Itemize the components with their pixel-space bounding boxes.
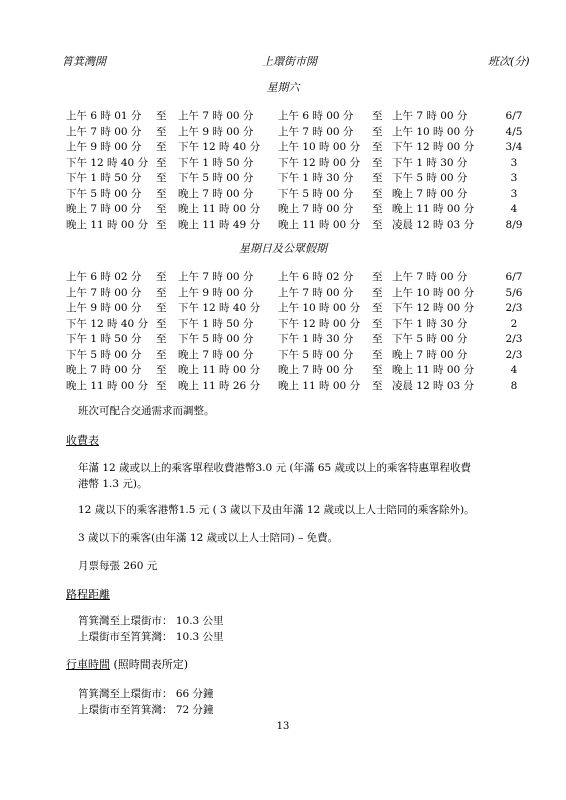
header-origin-shau-kei-wan: 筲箕灣開 bbox=[62, 55, 106, 68]
cell-sheung-wan-start: 上午 7 時 00 分 bbox=[278, 125, 354, 138]
saturday-title: 星期六 bbox=[266, 81, 300, 94]
cell-from-end: 晚上 7 時 00 分 bbox=[178, 348, 254, 361]
cell-sheung-wan-end: 晚上 7 時 00 分 bbox=[392, 348, 468, 361]
cell-from-start: 下午 5 時 00 分 bbox=[66, 348, 142, 361]
page-number: 13 bbox=[276, 721, 290, 732]
cell-frequency: 8/9 bbox=[505, 218, 523, 231]
cell-frequency: 6/7 bbox=[505, 271, 523, 283]
cell-frequency: 4 bbox=[510, 203, 518, 215]
cell-frequency: 4/5 bbox=[505, 125, 523, 138]
cell-from-start: 晚上 7 時 00 分 bbox=[66, 364, 142, 376]
cell-from-start: 上午 6 時 01 分 bbox=[66, 110, 142, 122]
cell-sheung-wan-start: 上午 6 時 00 分 bbox=[278, 110, 354, 122]
table-row bbox=[66, 303, 536, 317]
cell-to-sep-1: 至 bbox=[156, 218, 167, 231]
cell-to-sep-2: 至 bbox=[372, 271, 383, 283]
cell-from-start: 下午 5 時 00 分 bbox=[66, 187, 142, 200]
table-row bbox=[66, 319, 536, 333]
cell-frequency: 4 bbox=[510, 364, 518, 376]
journey-heading-wrap bbox=[66, 659, 188, 670]
cell-to-sep-2: 至 bbox=[372, 156, 383, 169]
cell-sheung-wan-end: 上午 7 時 00 分 bbox=[392, 271, 468, 283]
cell-to-sep-2: 至 bbox=[372, 379, 383, 392]
cell-frequency: 8 bbox=[510, 379, 518, 392]
table-row bbox=[66, 272, 536, 286]
table-row bbox=[66, 173, 536, 187]
table-row bbox=[66, 381, 536, 395]
cell-sheung-wan-start: 晚上 11 時 00 分 bbox=[278, 379, 361, 392]
cell-from-end: 晚上 11 時 26 分 bbox=[178, 379, 261, 392]
cell-to-sep-1: 至 bbox=[156, 379, 167, 392]
cell-to-sep-2: 至 bbox=[372, 172, 383, 184]
cell-sheung-wan-end: 晚上 11 時 00 分 bbox=[392, 203, 475, 215]
cell-from-start: 上午 6 時 02 分 bbox=[66, 271, 142, 283]
cell-sheung-wan-start: 上午 10 時 00 分 bbox=[278, 302, 361, 314]
cell-to-sep-2: 至 bbox=[372, 218, 383, 231]
table-row bbox=[66, 288, 536, 302]
cell-sheung-wan-end: 下午 12 時 00 分 bbox=[392, 302, 475, 314]
journey-line1: 筲箕灣至上環街市： 66 分鐘 bbox=[78, 688, 214, 700]
cell-sheung-wan-start: 下午 5 時 00 分 bbox=[278, 187, 354, 200]
cell-sheung-wan-start: 晚上 7 時 00 分 bbox=[278, 364, 354, 376]
fare-infant: 3 歲以下的乘客(由年滿 12 歲或以上人士陪同) – 免費。 bbox=[78, 532, 339, 544]
cell-sheung-wan-start: 晚上 7 時 00 分 bbox=[278, 203, 354, 215]
cell-sheung-wan-end: 晚上 11 時 00 分 bbox=[392, 364, 475, 376]
cell-to-sep-1: 至 bbox=[156, 333, 167, 345]
cell-to-sep-2: 至 bbox=[372, 348, 383, 361]
cell-from-start: 上午 7 時 00 分 bbox=[66, 286, 142, 299]
table-row bbox=[66, 334, 536, 348]
cell-from-start: 下午 12 時 40 分 bbox=[66, 156, 149, 169]
header-frequency: 班次(分) bbox=[488, 55, 530, 68]
cell-to-sep-1: 至 bbox=[156, 187, 167, 200]
cell-from-start: 晚上 11 時 00 分 bbox=[66, 379, 149, 392]
journey-heading: 行車時間 bbox=[66, 658, 110, 671]
cell-sheung-wan-end: 上午 7 時 00 分 bbox=[392, 110, 468, 122]
cell-from-end: 下午 5 時 00 分 bbox=[178, 172, 254, 184]
fare-child: 12 歲以下的乘客港幣1.5 元 ( 3 歲以下及由年滿 12 歲或以上人士陪同的乘客除外)。 bbox=[78, 504, 475, 516]
cell-from-end: 晚上 7 時 00 分 bbox=[178, 187, 254, 200]
cell-frequency: 2/3 bbox=[505, 348, 523, 361]
cell-to-sep-2: 至 bbox=[372, 125, 383, 138]
distance-heading: 路程距離 bbox=[66, 588, 110, 601]
cell-from-end: 上午 7 時 00 分 bbox=[178, 110, 254, 122]
cell-to-sep-2: 至 bbox=[372, 364, 383, 376]
cell-to-sep-1: 至 bbox=[156, 110, 167, 122]
cell-from-end: 上午 9 時 00 分 bbox=[178, 125, 254, 138]
cell-frequency: 3/4 bbox=[505, 141, 523, 153]
cell-from-end: 下午 1 時 50 分 bbox=[178, 156, 254, 169]
cell-sheung-wan-start: 上午 7 時 00 分 bbox=[278, 286, 354, 299]
cell-to-sep-2: 至 bbox=[372, 141, 383, 153]
frequency-adjust-note: 班次可配合交通需求而調整。 bbox=[78, 405, 215, 417]
cell-to-sep-1: 至 bbox=[156, 286, 167, 299]
table-row bbox=[66, 142, 536, 156]
cell-to-sep-2: 至 bbox=[372, 317, 383, 330]
cell-to-sep-1: 至 bbox=[156, 317, 167, 330]
table-row bbox=[66, 204, 536, 218]
cell-from-end: 晚上 11 時 49 分 bbox=[178, 218, 261, 231]
cell-to-sep-1: 至 bbox=[156, 156, 167, 169]
journey-heading-note: (照時間表所定) bbox=[110, 658, 189, 671]
cell-to-sep-1: 至 bbox=[156, 364, 167, 376]
cell-to-sep-2: 至 bbox=[372, 110, 383, 122]
cell-from-start: 晚上 7 時 00 分 bbox=[66, 203, 142, 215]
table-row bbox=[66, 127, 536, 141]
cell-to-sep-1: 至 bbox=[156, 203, 167, 215]
cell-to-sep-2: 至 bbox=[372, 203, 383, 215]
cell-sheung-wan-end: 晚上 7 時 00 分 bbox=[392, 187, 468, 200]
cell-from-start: 上午 9 時 00 分 bbox=[66, 141, 142, 153]
cell-to-sep-2: 至 bbox=[372, 286, 383, 299]
cell-frequency: 2/3 bbox=[505, 302, 523, 314]
fare-adult-line1: 年滿 12 歲或以上的乘客單程收費港幣3.0 元 (年滿 65 歲或以上的乘客特惠單程收費 bbox=[78, 462, 472, 474]
cell-to-sep-1: 至 bbox=[156, 141, 167, 153]
cell-from-start: 下午 12 時 40 分 bbox=[66, 317, 149, 330]
cell-from-end: 上午 7 時 00 分 bbox=[178, 271, 254, 283]
cell-sheung-wan-end: 凌晨 12 時 03 分 bbox=[392, 379, 475, 392]
cell-sheung-wan-end: 下午 12 時 00 分 bbox=[392, 141, 475, 153]
cell-from-end: 下午 12 時 40 分 bbox=[178, 141, 261, 153]
fare-adult-line2: 港幣 1.3 元)。 bbox=[78, 478, 148, 490]
table-row bbox=[66, 158, 536, 172]
fares-heading: 收費表 bbox=[66, 434, 99, 447]
cell-frequency: 2 bbox=[510, 317, 518, 330]
cell-to-sep-1: 至 bbox=[156, 125, 167, 138]
cell-sheung-wan-end: 上午 10 時 00 分 bbox=[392, 286, 475, 299]
cell-sheung-wan-end: 下午 1 時 30 分 bbox=[392, 156, 468, 169]
cell-from-end: 晚上 11 時 00 分 bbox=[178, 364, 261, 376]
cell-to-sep-1: 至 bbox=[156, 172, 167, 184]
cell-frequency: 5/6 bbox=[505, 286, 523, 299]
sunday-title: 星期日及公眾假期 bbox=[239, 242, 327, 255]
cell-to-sep-1: 至 bbox=[156, 348, 167, 361]
cell-sheung-wan-end: 下午 5 時 00 分 bbox=[392, 172, 468, 184]
journey-line2: 上環街市至筲箕灣： 72 分鐘 bbox=[78, 704, 214, 716]
cell-to-sep-2: 至 bbox=[372, 333, 383, 345]
cell-sheung-wan-end: 凌晨 12 時 03 分 bbox=[392, 218, 475, 231]
cell-frequency: 3 bbox=[510, 172, 518, 184]
cell-to-sep-1: 至 bbox=[156, 302, 167, 314]
cell-sheung-wan-end: 上午 10 時 00 分 bbox=[392, 125, 475, 138]
table-row bbox=[66, 350, 536, 364]
cell-frequency: 2/3 bbox=[505, 333, 523, 345]
cell-sheung-wan-start: 下午 1 時 30 分 bbox=[278, 172, 354, 184]
cell-from-start: 上午 9 時 00 分 bbox=[66, 302, 142, 314]
cell-from-end: 下午 12 時 40 分 bbox=[178, 302, 261, 314]
distance-line2: 上環街市至筲箕灣： 10.3 公里 bbox=[78, 631, 224, 643]
cell-sheung-wan-start: 下午 12 時 00 分 bbox=[278, 156, 361, 169]
cell-from-end: 下午 5 時 00 分 bbox=[178, 333, 254, 345]
header-origin-sheung-wan: 上環街市開 bbox=[262, 55, 317, 68]
table-row bbox=[66, 365, 536, 379]
cell-sheung-wan-start: 上午 10 時 00 分 bbox=[278, 141, 361, 153]
cell-to-sep-2: 至 bbox=[372, 187, 383, 200]
cell-sheung-wan-start: 晚上 11 時 00 分 bbox=[278, 218, 361, 231]
table-row bbox=[66, 189, 536, 203]
cell-sheung-wan-end: 下午 5 時 00 分 bbox=[392, 333, 468, 345]
table-row bbox=[66, 220, 536, 234]
cell-frequency: 6/7 bbox=[505, 110, 523, 122]
cell-from-end: 下午 1 時 50 分 bbox=[178, 317, 254, 330]
cell-from-start: 晚上 11 時 00 分 bbox=[66, 218, 149, 231]
cell-sheung-wan-start: 下午 5 時 00 分 bbox=[278, 348, 354, 361]
cell-sheung-wan-start: 下午 1 時 30 分 bbox=[278, 333, 354, 345]
cell-to-sep-2: 至 bbox=[372, 302, 383, 314]
table-row bbox=[66, 111, 536, 125]
cell-from-start: 下午 1 時 50 分 bbox=[66, 333, 142, 345]
fare-monthly-pass: 月票每張 260 元 bbox=[78, 560, 158, 572]
cell-to-sep-1: 至 bbox=[156, 271, 167, 283]
cell-sheung-wan-start: 下午 12 時 00 分 bbox=[278, 317, 361, 330]
cell-from-start: 上午 7 時 00 分 bbox=[66, 125, 142, 138]
cell-from-end: 晚上 11 時 00 分 bbox=[178, 203, 261, 215]
distance-line1: 筲箕灣至上環街市： 10.3 公里 bbox=[78, 615, 224, 627]
cell-sheung-wan-start: 上午 6 時 02 分 bbox=[278, 271, 354, 283]
cell-from-end: 上午 9 時 00 分 bbox=[178, 286, 254, 299]
cell-frequency: 3 bbox=[510, 187, 518, 200]
cell-frequency: 3 bbox=[510, 156, 518, 169]
cell-from-start: 下午 1 時 50 分 bbox=[66, 172, 142, 184]
cell-sheung-wan-end: 下午 1 時 30 分 bbox=[392, 317, 468, 330]
